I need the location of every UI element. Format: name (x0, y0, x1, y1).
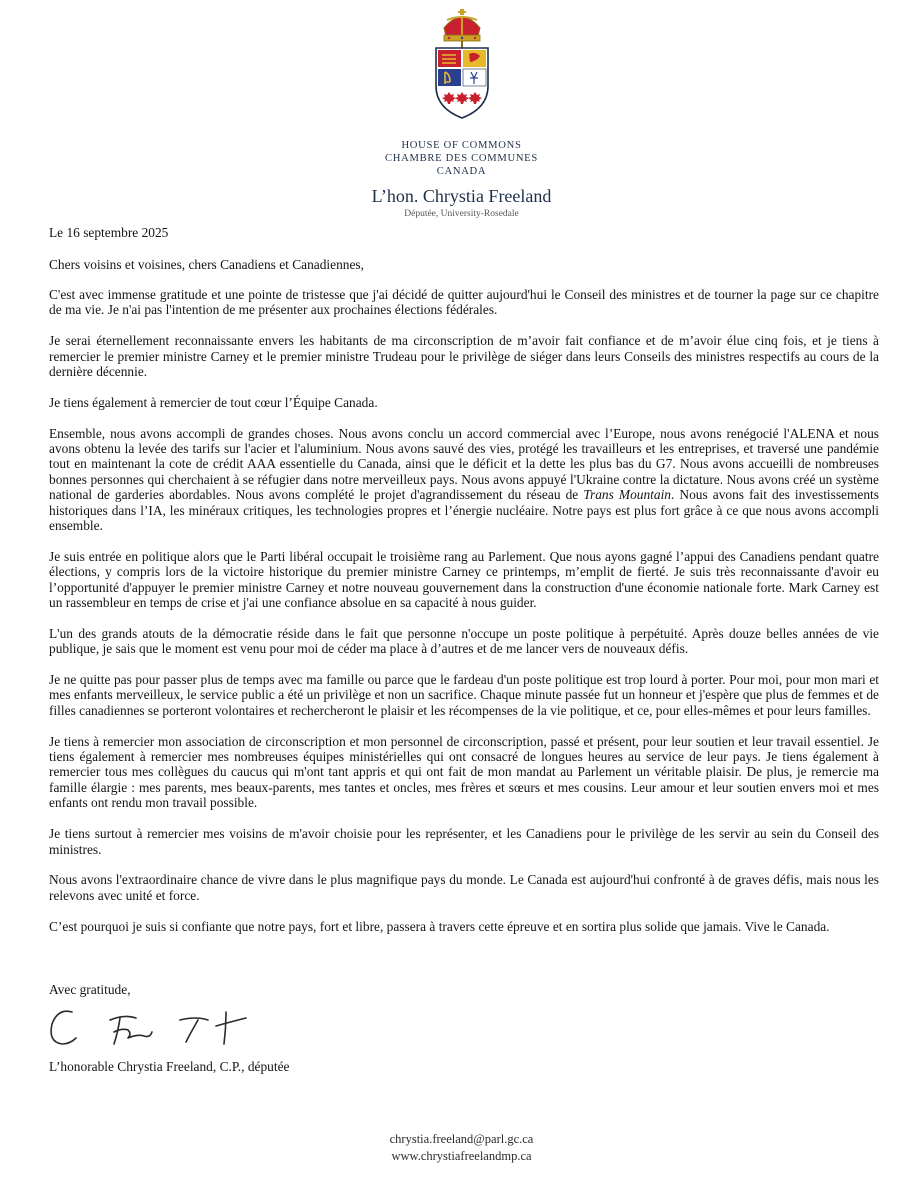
footer-website[interactable]: www.chrystiafreelandmp.ca (391, 1149, 532, 1163)
letter-paragraph: Ensemble, nous avons accompli de grandes choses. Nous avons conclu un accord commercial avec l’Europe, nous avons renégocié l'ALENA et nous avons obtenu la levée des tarifs sur l'acier et l'aluminium. Nous avons sauvé des vies, protégé les travailleurs et les entreprises, et traversé une pandémie tout en maintenant la cote de crédit AAA essentielle du Canada, ainsi que le déficit et la dette les plus bas du G7. Nous avons accueilli de nombreuses bonnes personnes qui cherchaient à se réfugier dans notre merveilleux pays. Nous avons appuyé l'Ukraine contre la dictature. Nous avons créé un système national de garderies abordables. Nous avons complété le projet d'agrandissement du réseau de Trans Mountain. Nous avons fait des investissements historiques dans l’IA, les minéraux critiques, les technologies propres et l’énergie nucléaire. Notre pays est plus fort grâce à ce que nous avons accompli ensemble. (49, 425, 879, 534)
letter-paragraph: C’est pourquoi je suis si confiante que notre pays, fort et libre, passera à travers cette épreuve et en sortira plus solide que jamais. Vive le Canada. (49, 918, 830, 934)
letter-body (49, 287, 879, 949)
letter-paragraph: Je ne quitte pas pour passer plus de temps avec ma famille ou parce que le fardeau d'un poste politique est trop lourd à porter. Pour moi, pour mon mari et mes enfants merveilleux, le service public a été un privilège et non un sacrifice. Chaque minute passée fut un honneur et j'espère que plus de femmes et de filles canadiennes se porteront volontaires et rechercheront le plaisir et les récompenses de la vie politique, et ce, pour elles-mêmes et pour leurs familles. (49, 672, 879, 718)
letter-paragraph: Je suis entrée en politique alors que le Parti libéral occupait le troisième rang au Parlement. Que nous ayons gagné l’appui des Canadiens pendant quatre élections, y compris lors de la victoire historique du premier ministre Carney ce printemps, m’emplit de fierté. Je suis très reconnaissante d'avoir eu l’opportunité d'appuyer le premier ministre Carney et notre nouveau gouvernement dans la construction d'une économie nationale forte. Mark Carney est un rassembleur en temps de crise et j'ai une confiance absolue en sa capacité à nous guider. (49, 548, 879, 611)
letter-paragraph: Nous avons l'extraordinaire chance de vivre dans le plus magnifique pays du monde. Le Canada est aujourd'hui confronté à de graves défis, mais nous les relevons avec unité et force. (49, 872, 879, 903)
letter-paragraph: Je tiens également à remercier de tout cœur l’Équipe Canada. (49, 394, 378, 410)
institution-en: HOUSE OF COMMONS (401, 140, 522, 151)
letter-paragraph: Je tiens surtout à remercier mes voisins de m'avoir choisie pour les représenter, et les Canadiens pour le privilège de les servir au sein du Conseil des ministres. (49, 826, 879, 857)
handwritten-signature (40, 998, 270, 1058)
letter-signoff: L’honorable Chrystia Freeland, C.P., députée (49, 1059, 290, 1074)
institution-country: CANADA (436, 166, 487, 177)
letter-paragraph: C'est avec immense gratitude et une pointe de tristesse que j'ai décidé de quitter aujourd'hui le Conseil des ministres et de tourner la page sur ce chapitre de ma vie. Je n'ai pas l'intention de me présenter aux prochaines élections fédérales. (49, 287, 879, 318)
letter-paragraph: L'un des grands atouts de la démocratie réside dans le fait que personne n'occupe un poste politique à perpétuité. Après douze belles années de vie publique, je sais que le moment est venu pour moi de céder ma place à d’autres et de me lancer vers de nouveaux défis. (49, 625, 879, 657)
letter-date: Le 16 septembre 2025 (49, 225, 169, 240)
footer-contact (0, 1131, 923, 1165)
institution-fr: CHAMBRE DES COMMUNES (385, 153, 538, 164)
letter-closing: Avec gratitude, (49, 982, 131, 997)
letter-paragraph: Je serai éternellement reconnaissante envers les habitants de ma circonscription de m’avoir fait confiance et de m’avoir élue cinq fois, et je tiens à remercier le premier ministre Carney et le premier ministre Trudeau pour le privilège de siéger dans leurs Conseils des ministres respectifs au cours de la dernière décennie. (49, 333, 879, 380)
member-title: Députée, University-Rosedale (404, 209, 519, 219)
italic-term: Trans Mountain (583, 487, 671, 503)
letter-greeting: Chers voisins et voisines, chers Canadiens et Canadiennes, (49, 257, 364, 272)
letter-paragraph: Je tiens à remercier mon association de circonscription et mon personnel de circonscription, passé et présent, pour leur soutien et leur travail essentiel. Je tiens également à remercier mes nombreuses équipes ministérielles qui ont consacré de longues heures au service de leur pays. Je tiens également à remercier tous mes collègues du caucus qui m'ont tant appris et qui ont fait de mon mandat au Parlement un véritable plaisir. De plus, je remercie ma famille élargie : mes parents, mes beaux-parents, mes tantes et oncles, mes frères et sœurs et mes cousins. Leur amour et leur soutien envers moi et mes enfants ont rendu mon travail possible. (49, 733, 879, 811)
footer-email[interactable]: chrystia.freeland@parl.gc.ca (389, 1132, 534, 1146)
institution-block (0, 139, 923, 178)
house-of-commons-crest-icon (429, 8, 495, 120)
member-name: L’hon. Chrystia Freeland (371, 186, 552, 206)
